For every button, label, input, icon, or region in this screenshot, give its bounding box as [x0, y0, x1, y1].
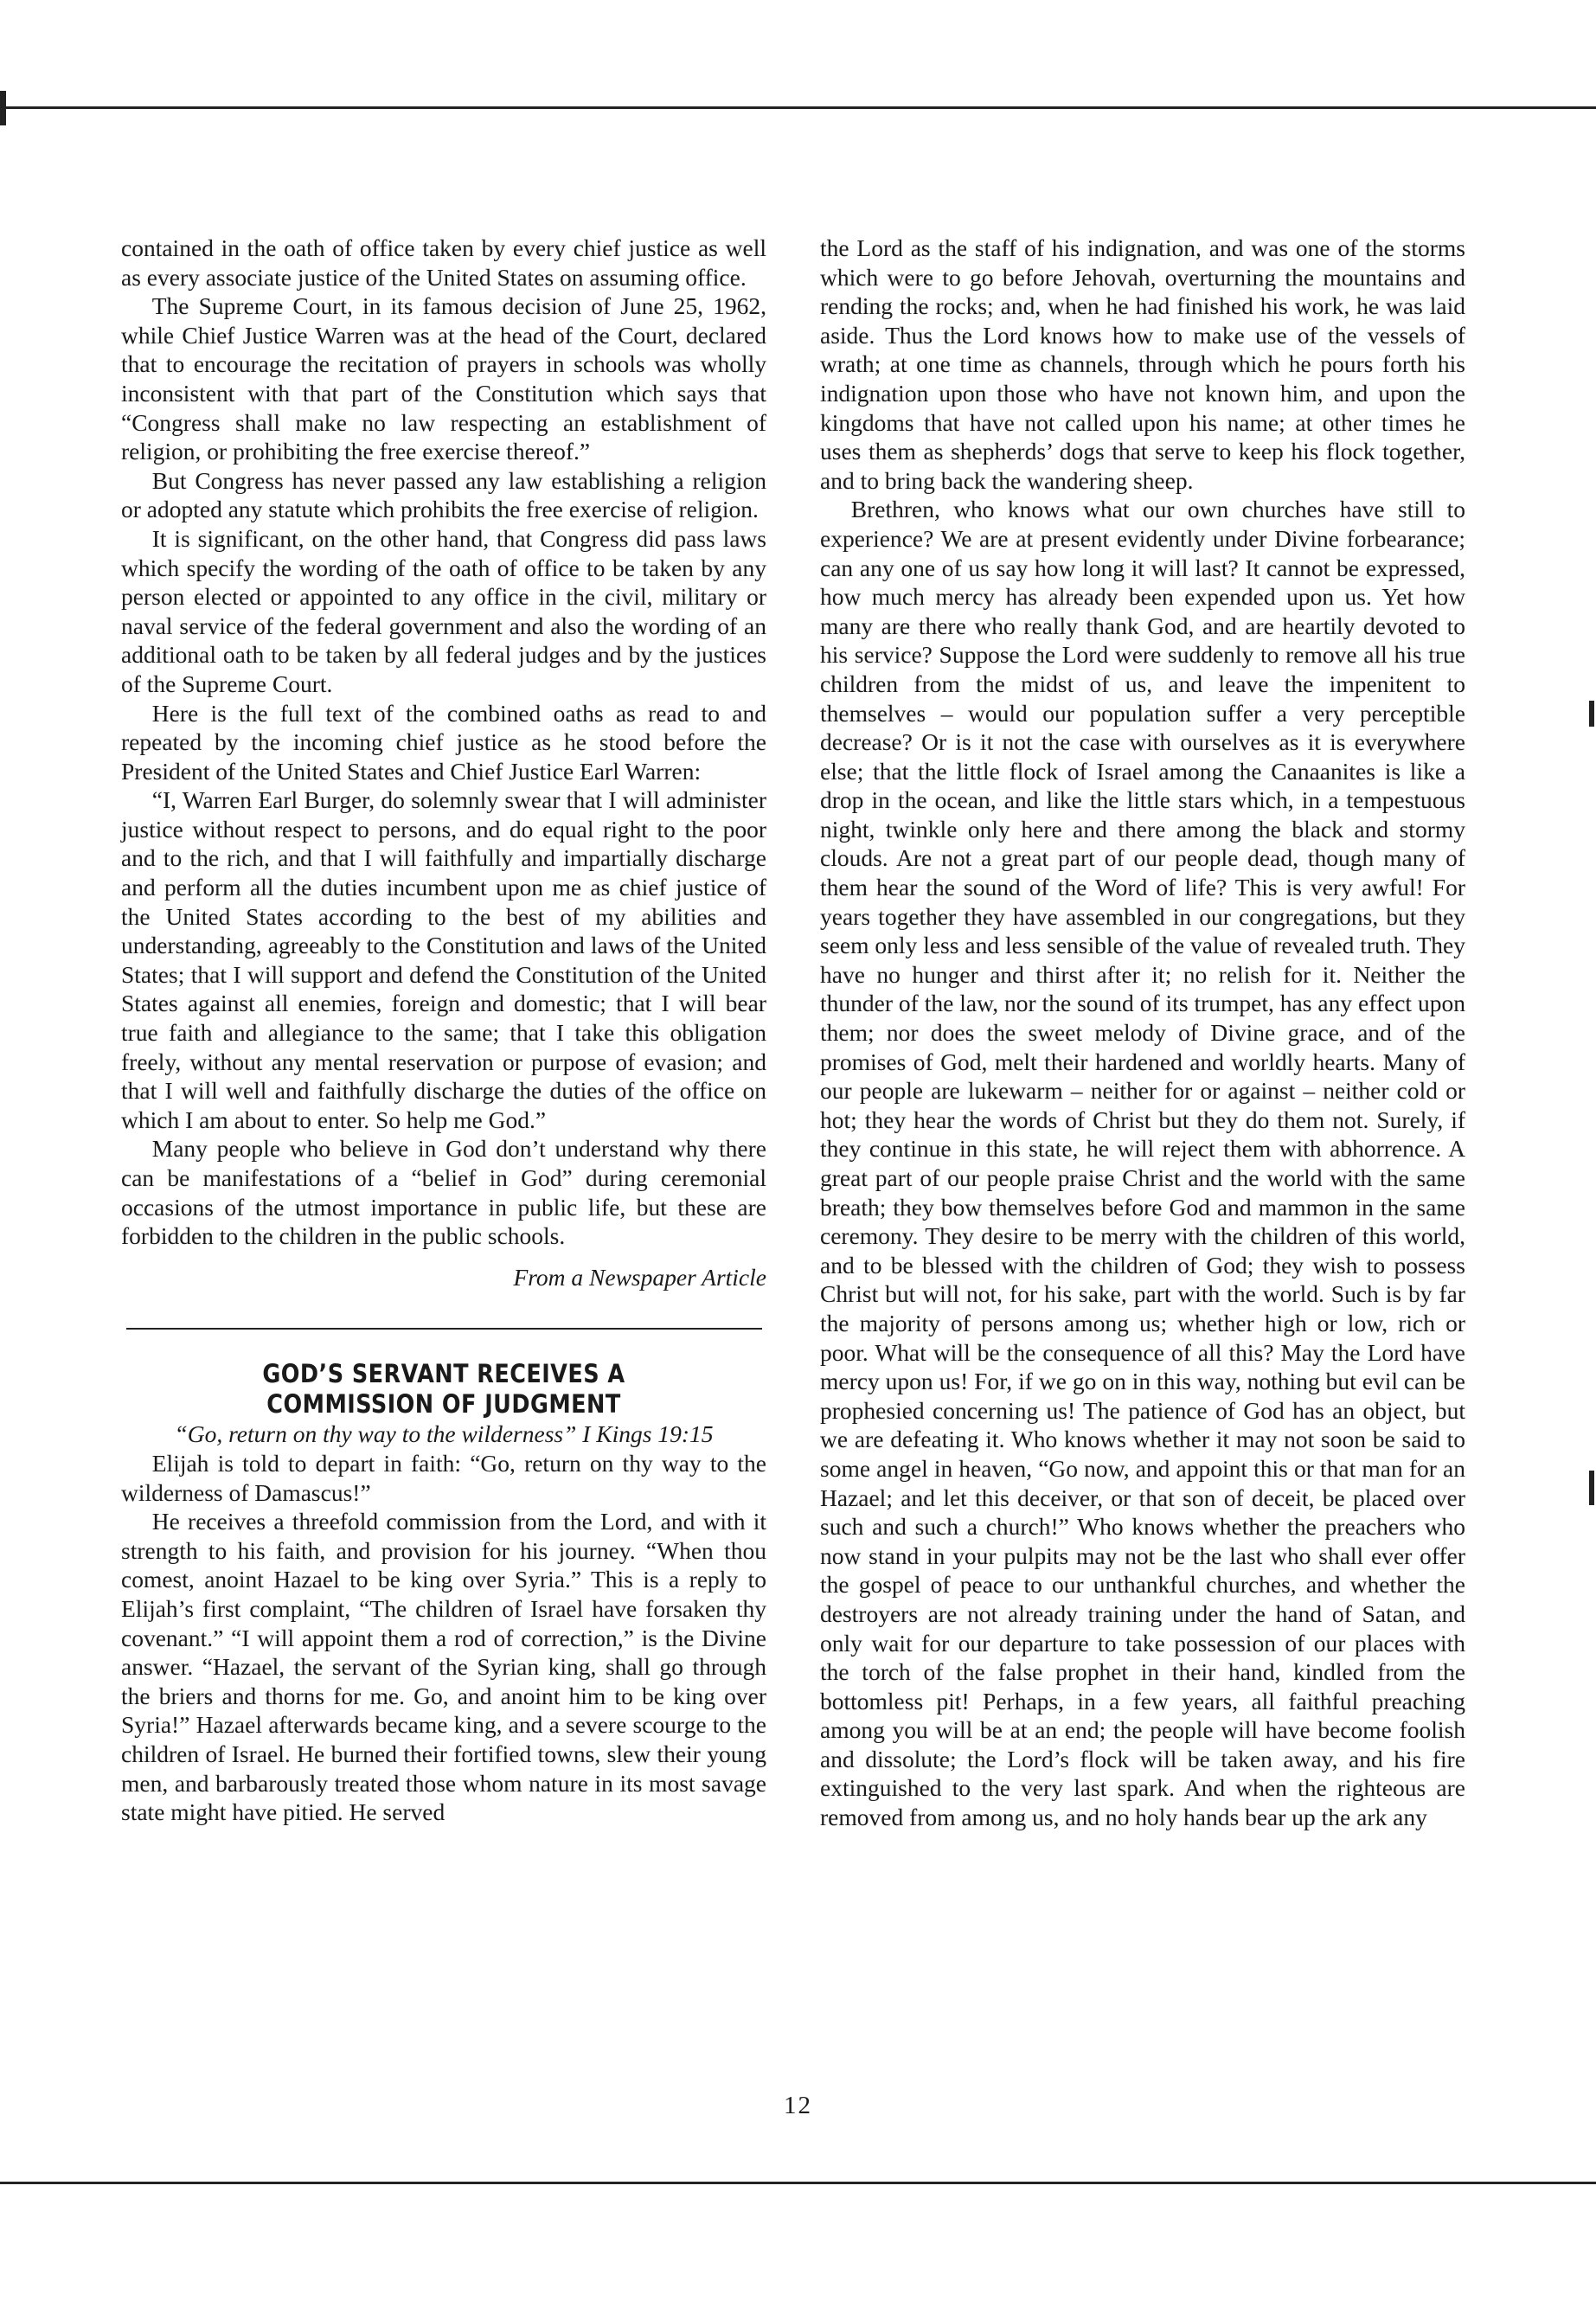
paragraph: contained in the oath of office taken by every chief justice as well as every associate justice of the United States on assuming office.	[121, 234, 766, 291]
paragraph: It is significant, on the other hand, that Congress did pass laws which specify the wording of the oath of office to be taken by any person elected or appointed to any office in the civil, military or naval service of the federal government and also the wording of an additional oath to be taken by all federal judges and by the justices of the Supreme Court.	[121, 524, 766, 697]
paragraph: Brethren, who knows what our own churches have still to experience? We are at present evidently under Divine forbearance; can any one of us say how long it will last? It cannot be expressed, how much mercy has already been expended upon us. Yet how many are there who really thank God, and are heartily devoted to his service? Suppose the Lord were suddenly to remove all his true children from the midst of us, and leave the impenitent to themselves – would our population suffer a very perceptible decrease? Or is it not the case with ourselves as it is everywhere else; that the little flock of Israel among the Canaanites is like a drop in the ocean, and like the little stars which, in a tempestuous night, twinkle only here and there among the black and stormy clouds. Are not a great part of our people dead, though many of them hear the sound of the Word of life? This is very awful! For years together they have assembled in our congregations, but they seem only less and less sensible of the value of revealed truth. They have no hunger and thirst after it; no relish for it. Neither the thunder of the law, nor the sound of its trumpet, has any effect upon them; nor does the sweet melody of Divine grace, and of the promises of God, melt their hardened and worldly hearts. Many of our people are lukewarm – neither for or against – neither cold or hot; they hear the words of Christ but they do them not. Surely, if they continue in this state, he will reject them with abhorrence. A great part of our people praise Christ and the world with the same breath; they bow themselves before God and mammon in the same ceremony. They desire to be merry with the children of this world, and to be blessed with the children of God; they wish to possess Christ but will not, for his sake, part with the world. Such is by far the majority of persons among us; whether high or low, rich or poor. What will be the consequence of all this? May the Lord have mercy upon us! For, if we go on in this way, nothing but evil can be prophesied concerning us! The patience of God has an object, but we are defeating it. Who knows whether it may not soon be said to some angel in heaven, “Go now, and appoint this or that man for an Hazael; and let this deceiver, or that son of deceit, be placed over such and such a church!” Who knows whether the preachers who now stand in your pulpits may not be the last who shall ever offer the gospel of peace to our unthankful churches, and whether the destroyers are not already training under the hand of Satan, and only wait for our departure to take possession of our places with the torch of the false prophet in their hand, kindled from the bottomless pit! Perhaps, in a few years, all faithful preaching among you will be at an end; the people will have become foolish and dissolute; the Lord’s flock will be taken away, and his fire extinguished to the very last spark. And when the righteous are removed from among us, and no holy hands bear up the ark any	[820, 496, 1465, 1831]
paragraph: the Lord as the staff of his indignation, and was one of the storms which were to go before Jehovah, overturning the mountains and rending the rocks; and, when he had finished his work, he was laid aside. Thus the Lord knows how to make use of the vessels of wrath; at one time as channels, through which he pours forth his indignation upon those who have not known him, and upon the kingdoms that have not called upon his name; at other times he uses them as shepherds’ dogs that serve to keep his flock together, and to bring back the wandering sheep.	[820, 234, 1465, 494]
headline-line-1: GOD’S SERVANT RECEIVES A	[262, 1359, 625, 1389]
paragraph: The Supreme Court, in its famous decision of June 25, 1962, while Chief Justice Warren was at the head of the Court, declared that to encourage the recitation of prayers in schools was wholly inconsistent with that part of the Constitution which says that “Congress shall make no law respecting an establishment of religion, or prohibiting the free exercise thereof.”	[121, 292, 766, 465]
page-number: 12	[784, 2092, 812, 2119]
headline-line-2: COMMISSION OF JUDGMENT	[266, 1389, 621, 1420]
paragraph: Elijah is told to depart in faith: “Go, return on thy way to the wilderness of Damascus!”	[121, 1449, 766, 1506]
edge-mark	[1589, 1471, 1594, 1505]
paragraph: Many people who believe in God don’t understand why there can be manifestations of a “belief in God” during ceremonial occasions of the utmost importance in public life, but these are forbidden to the children in the public schools.	[121, 1135, 766, 1250]
article-headline	[160, 1359, 727, 1420]
closing-paragraph	[121, 1134, 766, 1292]
oath-quote: “I, Warren Earl Burger, do solemnly swear that I will administer justice without respect to persons, and do equal right to the poor and to the rich, and that I will faithfully and impartially discharge and perform all the duties incumbent upon me as chief justice of the United States according to the best of my abilities and understanding, agreeably to the Constitution and laws of the United States; that I will support and defend the Constitution of the United States against all enemies, foreign and domestic; that I will bear true faith and allegiance to the same; that I take this obligation freely, without any mental reservation or purpose of evasion; and that I will well and faithfully discharge the duties of the office on which I am about to enter. So help me God.”	[121, 786, 766, 1133]
top-rule	[0, 106, 1596, 109]
right-column	[820, 234, 1465, 1832]
source-attribution: From a Newspaper Article	[513, 1263, 766, 1291]
left-column	[121, 234, 766, 1827]
paragraph: He receives a threefold commission from the Lord, and with it strength to his faith, and provision for his journey. “When thou comest, anoint Hazael to be king over Syria.” This is a reply to Elijah’s first complaint, “The children of Israel have forsaken thy covenant.” “I will appoint them a rod of correction,” is the Divine answer. “Hazael, the servant of the Syrian king, shall go through the briers and thorns for me. Go, and anoint him to be king over Syria!” Hazael afterwards became king, and a severe scourge to the children of Israel. He burned their fortified towns, slew their young men, and barbarously treated those whom nature in its most savage state might have pitied. He served	[121, 1508, 766, 1826]
bottom-rule	[0, 2182, 1596, 2184]
paragraph: But Congress has never passed any law establishing a religion or adopted any statute which prohibits the free exercise of religion.	[121, 466, 766, 523]
section-divider	[126, 1328, 762, 1330]
epigraph: “Go, return on thy way to the wilderness” I Kings 19:15	[174, 1420, 714, 1448]
edge-mark	[1589, 701, 1594, 727]
paragraph: Here is the full text of the combined oaths as read to and repeated by the incoming chief justice as he stood before the President of the United States and Chief Justice Earl Warren:	[121, 699, 766, 785]
